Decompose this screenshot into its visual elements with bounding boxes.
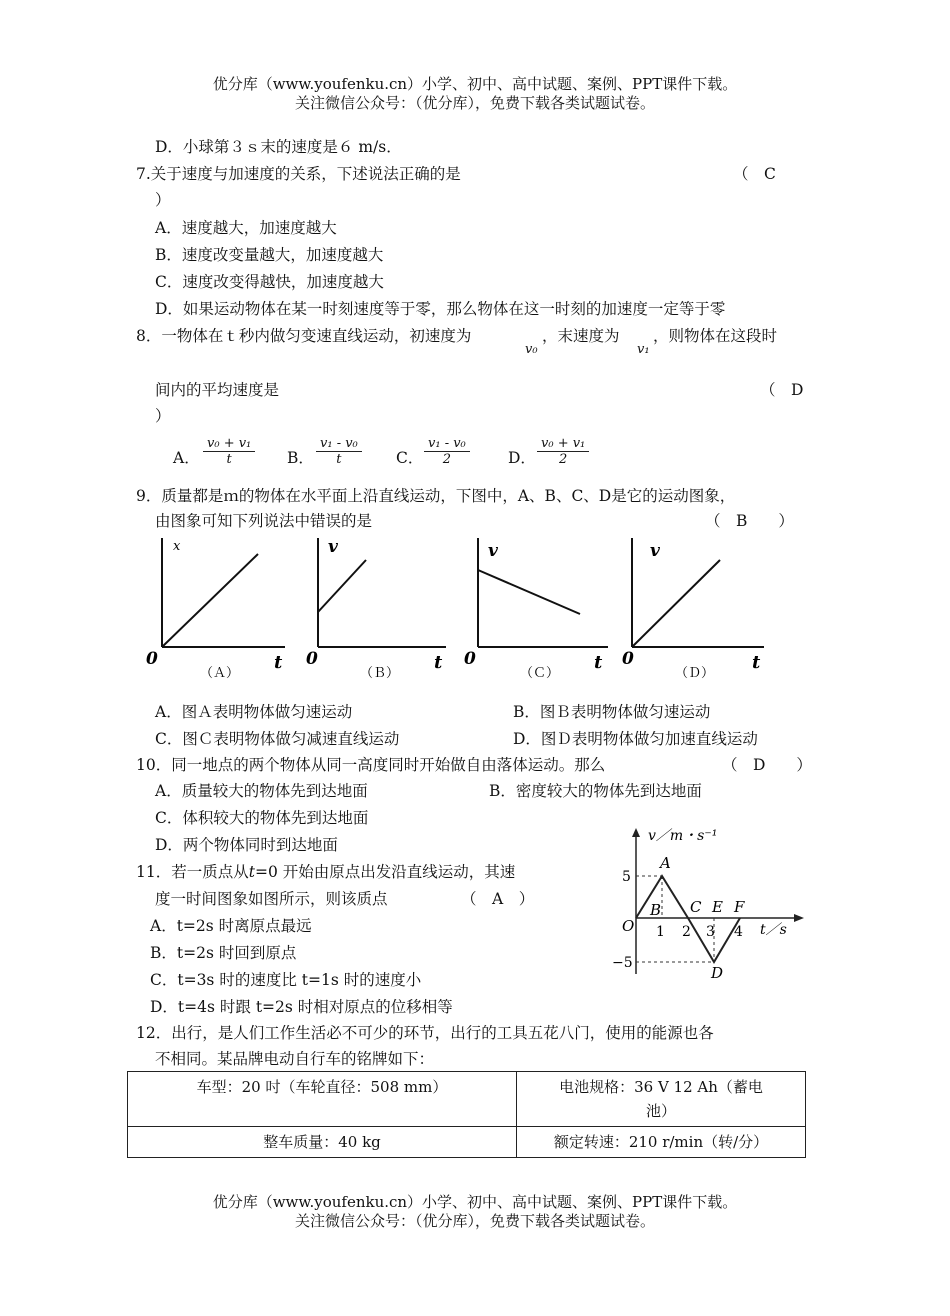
q9-graph-b-caption: （Ｂ）: [360, 666, 400, 681]
q11-graph-ytick-5: 5: [622, 869, 631, 885]
q9-graph-b-ylabel: v: [328, 537, 338, 557]
q11-stem-line2: 度一时间图象如图所示，则该质点: [155, 890, 388, 908]
q9-option-b: B．图Ｂ表明物体做匀速运动: [513, 703, 711, 721]
q11-graph-ytick-neg5: −5: [612, 955, 633, 971]
q11-graph-xtick-3: 3: [706, 924, 715, 940]
q8-option-a-fraction: [203, 436, 255, 467]
q9-stem-line2: 由图象可知下列说法中错误的是: [155, 512, 373, 530]
q10-stem: 10．同一地点的两个物体从同一高度同时开始做自由落体运动。那么: [136, 756, 606, 774]
q8-option-d-num: v₀ + v₁: [537, 436, 589, 452]
q11-graph-point-d: D: [711, 964, 724, 982]
header-line-2: 关注微信公众号：（优分库），免费下载各类试题试卷。: [294, 94, 655, 112]
q9-option-c: C．图Ｃ表明物体做匀减速直线运动: [155, 730, 400, 748]
spec-speed-cell: [517, 1127, 806, 1158]
q11-graph-point-b: B: [650, 901, 662, 919]
q7-option-a: A．速度越大，加速度越大: [155, 219, 337, 237]
q11-stem-part1: 11．若一质点从: [136, 863, 249, 881]
q11-vt-graph: [608, 822, 808, 987]
q11-option-b: B．t=2s 时回到原点: [150, 944, 297, 962]
q9-option-d: D．图Ｄ表明物体做匀加速直线运动: [513, 730, 758, 748]
q9-stem-line1: 9．质量都是ｍ的物体在水平面上沿直线运动，下图中，A、B、C、D是它的运动图象，: [136, 487, 736, 505]
q11-option-a: A．t=2s 时离原点最远: [150, 917, 312, 935]
q8-stem-part1: 8．一物体在ｔ秒内做匀变速直线运动，初速度为: [136, 327, 472, 345]
spec-battery-cell: [517, 1072, 806, 1127]
q12-stem-line2: 不相同。某品牌电动自行车的铭牌如下：: [155, 1050, 435, 1068]
q8-option-a-label: A．: [173, 449, 200, 467]
spec-mass-cell: [128, 1127, 517, 1158]
q8-option-c-label: C．: [396, 449, 424, 467]
header-line-1: 优分库（www.youfenku.cn）小学、初中、高中试题、案例、PPT课件下载。: [212, 75, 738, 93]
footer-line-2: 关注微信公众号：（优分库），免费下载各类试题试卷。: [294, 1212, 655, 1230]
q10-answer: （ D ）: [722, 756, 812, 774]
q11-graph-point-e: E: [712, 898, 723, 916]
q8-option-d-fraction: [537, 436, 589, 467]
q8-option-c-den: 2: [442, 452, 452, 467]
q8-option-b-den: t: [336, 452, 342, 467]
q8-option-b-label: B．: [287, 449, 314, 467]
q8-option-b-num: v₁ - v₀: [316, 436, 362, 452]
q7-option-c: C．速度改变得越快，加速度越大: [155, 273, 384, 291]
q11-graph-xtick-2: 2: [682, 924, 691, 940]
q11-graph-ylabel: v／m・s⁻¹: [648, 828, 718, 844]
q9-graph-a: [140, 532, 290, 682]
q9-graph-d-caption: （Ｄ）: [675, 666, 715, 681]
q7-answer: （ C: [733, 165, 776, 183]
q9-graph-c: [460, 532, 615, 682]
q8-option-a-num: v₀ + v₁: [203, 436, 255, 452]
spec-speed: 额定转速：210 r/min（转/分）: [553, 1133, 769, 1151]
q9-graph-b-origin: 0: [306, 649, 318, 669]
q12-stem-line1: 12．出行，是人们工作生活必不可少的环节，出行的工具五花八门，使用的能源也各: [136, 1024, 714, 1042]
q10-option-a: A．质量较大的物体先到达地面: [155, 782, 368, 800]
q7-stem: 7.关于速度与加速度的关系，下述说法正确的是: [136, 165, 461, 183]
q11-graph-xtick-1: 1: [656, 924, 665, 940]
q8-option-a-den: t: [226, 452, 232, 467]
q11-graph-point-a: A: [660, 854, 671, 872]
spec-battery-line2: 池）: [645, 1102, 676, 1120]
q7-option-d: D．如果运动物体在某一时刻速度等于零，那么物体在这一时刻的加速度一定等于零: [155, 300, 726, 318]
q9-graph-d-origin: 0: [622, 649, 634, 669]
q9-answer: （ B ）: [705, 512, 794, 530]
q8-option-b-fraction: [316, 436, 362, 467]
q9-graph-b-xlabel: t: [434, 652, 443, 673]
q11-option-d: D．t=4s 时跟 t=2s 时相对原点的位移相等: [150, 998, 453, 1016]
q10-option-d: D．两个物体同时到达地面: [155, 836, 338, 854]
q11-option-c: C．t=3s 时的速度比 t=1s 时的速度小: [150, 971, 422, 989]
q8-option-d-label: D．: [508, 449, 536, 467]
q9-graph-c-origin: 0: [464, 649, 476, 669]
spec-model: 车型：20 吋（车轮直径：508 mm）: [196, 1078, 448, 1096]
q8-stem-part2: ，末速度为: [542, 327, 620, 345]
q9-graph-a-caption: （Ａ）: [200, 666, 240, 681]
q11-answer: （ A ）: [461, 890, 535, 908]
spec-mass: 整车质量：40 kg: [263, 1133, 381, 1151]
q10-option-b: B．密度较大的物体先到达地面: [489, 782, 702, 800]
q8-answer-close: ）: [155, 407, 171, 425]
q8-v1: v₁: [637, 342, 650, 357]
spec-model-cell: [128, 1072, 517, 1127]
q11-stem-part2: =0 开始由原点出发沿直线运动，其速: [254, 863, 516, 881]
q9-graph-a-origin: 0: [146, 649, 158, 669]
q9-graph-b: [298, 532, 453, 682]
spec-battery-line1: 电池规格：36 V 12 Ah（蓄电: [559, 1078, 763, 1096]
q7-option-b: B．速度改变量越大，加速度越大: [155, 246, 384, 264]
ebike-spec-table: [127, 1071, 806, 1158]
q9-graph-c-caption: （Ｃ）: [520, 666, 560, 681]
q9-graph-d-xlabel: t: [752, 652, 761, 673]
q9-graph-d-ylabel: v: [650, 541, 660, 561]
q10-option-c: C．体积较大的物体先到达地面: [155, 809, 369, 827]
q11-graph-point-f: F: [734, 898, 745, 916]
q8-stem-part3: ，则物体在这段时: [653, 327, 778, 345]
footer-line-1: 优分库（www.youfenku.cn）小学、初中、高中试题、案例、PPT课件下载。: [212, 1193, 738, 1211]
table-row: [128, 1072, 806, 1127]
q9-graph-a-xlabel: t: [274, 652, 283, 673]
q6-option-d: D．小球第３ｓ末的速度是６ m/s．: [155, 138, 402, 156]
q11-graph-point-c: C: [690, 898, 702, 916]
q8-option-d-den: 2: [559, 452, 568, 467]
q11-stem: [136, 862, 515, 882]
q11-graph-xtick-4: 4: [734, 924, 743, 940]
q8-v0: v₀: [525, 342, 538, 357]
q8-option-c-num: v₁ - v₀: [424, 436, 470, 452]
q11-t-var: t: [248, 863, 255, 881]
q8-option-c-fraction: [424, 436, 470, 467]
q9-option-a: A．图Ａ表明物体做匀速运动: [155, 703, 353, 721]
q9-graph-c-xlabel: t: [594, 652, 603, 673]
q9-graph-a-ylabel: x: [173, 539, 181, 554]
q9-graph-c-ylabel: v: [488, 541, 498, 561]
q11-graph-origin: O: [622, 917, 635, 935]
q9-graph-d: [620, 532, 775, 682]
q8-answer: （ D: [760, 381, 804, 399]
q8-stem-line2: 间内的平均速度是: [155, 381, 280, 399]
q11-graph-xlabel: t／s: [760, 922, 787, 938]
q7-answer-close: ）: [155, 191, 171, 209]
table-row: [128, 1127, 806, 1158]
